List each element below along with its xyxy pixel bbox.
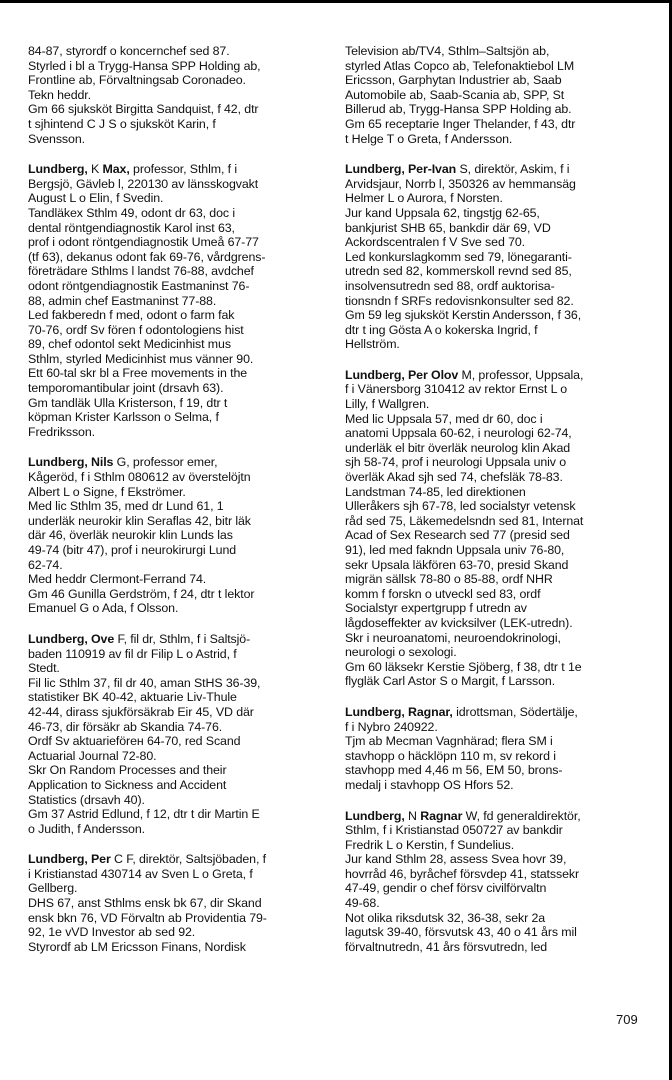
entry-text-line: Application to Sickness and Accident: [28, 777, 227, 792]
entry-text-line: Actuarial Journal 72-80.: [28, 748, 157, 763]
entry-heading-line: [345, 809, 650, 824]
entry-text-line: Arvidsjaur, Norrb l, 350326 av hemmansäg: [345, 176, 576, 191]
entry-text-line: baden 110919 av fil dr Filip L o Astrid, f: [28, 646, 237, 661]
initials: K: [87, 162, 103, 177]
entry-text-line: sekr Upsala läkfören 63-70, presid Skand: [345, 557, 569, 572]
entry-text-line: Gm 60 läksekr Kerstie Sjöberg, f 38, dtr t 1e: [345, 659, 582, 674]
entry-text-line: Svensson.: [28, 131, 85, 146]
entry-text-line: f i Nybro 240922.: [345, 719, 438, 734]
entry-text-line: migrän sällsk 78-80 o 85-88, ordf NHR: [345, 572, 553, 587]
entry-text-line: Frontline ab, Förvaltningsab Coronadeo.: [28, 73, 246, 88]
entry-text-line: 84-87, styrordf o koncernchef sed 87.: [28, 44, 230, 58]
heading-rest: W, fd generaldirektör,: [462, 808, 581, 823]
entry-text-line: Fil lic Sthlm 37, fil dr 40, aman StHS 36-39,: [28, 675, 261, 690]
surname: Lundberg,: [28, 852, 88, 867]
entry-text-line: 62-74.: [28, 557, 63, 572]
heading-rest: M, professor, Uppsala,: [458, 367, 584, 382]
entry-text-line: Lilly, f Wallgren.: [345, 397, 430, 412]
entry-text-line: medalj i stavhopp OS Hfors 52.: [345, 777, 514, 792]
entry-heading-line: [345, 162, 650, 177]
entry-text-line: Gm tandläk Ulla Kristerson, f 19, dtr t: [28, 395, 228, 410]
entry-text-line: Albert L o Signe, f Ekströmer.: [28, 484, 186, 499]
surname: Lundberg,: [345, 162, 405, 177]
heading-rest: C F, direktör, Saltsjöbaden, f: [110, 852, 267, 867]
given-name: Nils: [91, 455, 114, 470]
entry-text-line: Statistics (drsavh 40).: [28, 792, 145, 807]
given-name: Ove: [91, 631, 115, 646]
entry-text-line: dental röntgendiagnostik Karol inst 63,: [28, 220, 235, 235]
entry-heading-line: [28, 455, 328, 470]
entry-text-line: Not olika riksdutsk 32, 36-38, sekr 2a: [345, 910, 546, 925]
entry-text-line: Sthlm, f i Kristianstad 050727 av bankdir: [345, 823, 563, 838]
entry-text-line: stavhopp o häcklöpn 110 m, sv rekord i: [345, 748, 556, 763]
entry-text-line: Led konkurslagkomm sed 79, lönegaranti-: [345, 249, 572, 264]
surname: Lundberg,: [345, 704, 405, 719]
entry-text-line: Socialstyr expertgrupp f utredn av: [345, 601, 527, 616]
entry-text-line: f i Vänersborg 310412 av rektor Ernst L o: [345, 382, 568, 397]
entry-text-line: Tandläkex Sthlm 49, odont dr 63, doc i: [28, 205, 235, 220]
entry-text-line: ensk bkn 76, VD Förvaltn ab Providentia 79-: [28, 910, 267, 925]
entry-text-line: överläk Akad sjh sed 74, chefsläk 78-83.: [345, 470, 563, 485]
entry-text-line: Ett 60-tal skr bl a Free movements in the: [28, 366, 248, 381]
entry-text-line: sjh 58-74, prof i neurologi Uppsala univ o: [345, 455, 567, 470]
surname: Lundberg,: [28, 162, 88, 177]
entry-text-line: Landstman 74-85, led direktionen: [345, 484, 526, 499]
entry-text-line: August L o Elin, f Svedin.: [28, 191, 164, 206]
surname: Lundberg,: [28, 631, 88, 646]
entry-text-line: underläk neurokir klin Seraflas 42, bitr läk: [28, 513, 251, 528]
heading-rest: idrottsman, Södertälje,: [452, 704, 578, 719]
entry-text-line: lagutsk 39-40, försvutsk 43, 40 o 41 års mil: [345, 925, 577, 940]
entry-text-line: Television ab/TV4, Sthlm–Saltsjön ab,: [345, 44, 550, 58]
page-number: 709: [616, 1012, 638, 1027]
entry-text-line: Med lic Sthlm 35, med dr Lund 61, 1: [28, 499, 224, 514]
entry-text-line: Ordf Sv aktuarieförен 64-70, red Scand: [28, 734, 241, 749]
entry-text-line: temporomantibular joint (drsavh 63).: [28, 381, 224, 396]
entry-text-line: Gm 59 leg sjuksköt Kerstin Andersson, f 36,: [345, 308, 582, 323]
biography-entry: [345, 162, 650, 352]
biography-entry: [345, 368, 650, 689]
entry-text-line: utredn sed 82, kommerskoll revnd sed 85,: [345, 264, 572, 279]
biography-entry: [28, 852, 328, 954]
given-name: Per Olov: [408, 367, 459, 382]
entry-text-line: i Kristianstad 430714 av Sven L o Greta, f: [28, 866, 253, 881]
given-name: Max,: [102, 162, 130, 177]
given-name: Ragnar,: [408, 704, 453, 719]
biography-entry: [28, 632, 328, 836]
surname: Lundberg,: [345, 367, 405, 382]
entry-text-line: Automobile ab, Saab-Scania ab, SPP, St: [345, 87, 565, 102]
entry-text-line: Jur kand Sthlm 28, assess Svea hovr 39,: [345, 852, 567, 867]
entry-text-line: flygläk Carl Astor S o Margit, f Larsson.: [345, 674, 556, 689]
heading-rest: professor, Sthlm, f i: [129, 162, 237, 177]
biography-entry: [28, 455, 328, 616]
entry-heading-line: [345, 368, 650, 383]
entry-text-line: (tf 63), dekanus odont fak 69-76, vårdgrens-: [28, 249, 266, 264]
heading-rest: F, fil dr, Sthlm, f i Saltsjö-: [114, 631, 251, 646]
entry-text-line: råd sed 75, Läkemedelsndn sed 81, Internat: [345, 513, 584, 528]
biography-entry: [345, 809, 650, 955]
entry-text-line: styrled Atlas Copco ab, Telefonaktiebol LM: [345, 58, 575, 73]
entry-text-line: köpman Krister Karlsson o Selma, f: [28, 410, 219, 425]
entry-text-line: Med heddr Clermont-Ferrand 74.: [28, 572, 207, 587]
entry-text-line: Bergsjö, Gävleb l, 220130 av länsskogvakt: [28, 176, 259, 191]
entry-text-line: Tekn heddr.: [28, 87, 91, 102]
biography-entry: [345, 44, 650, 146]
entry-text-line: Emanuel G o Ada, f Olsson.: [28, 601, 179, 616]
entry-text-line: Sthlm, styrled Medicinhist mus vänner 90.: [28, 351, 254, 366]
entry-text-line: bankjurist SHB 65, bankdir där 69, VD: [345, 220, 551, 235]
entry-text-line: DHS 67, anst Sthlms ensk bk 67, dir Skand: [28, 896, 262, 911]
entry-text-line: 89, chef odontol sekt Medicinhist mus: [28, 337, 231, 352]
entry-text-line: underläk el bitr överläk neurolog klin Akad: [345, 440, 571, 455]
entry-text-line: lågdoseffekter av kvicksilver (LEK-utredn).: [345, 615, 573, 630]
entry-text-line: Ericsson, Garphytan Industrier ab, Saab: [345, 73, 562, 88]
entry-text-line: företrädare Sthlms l landst 76-88, avdchef: [28, 264, 254, 279]
entry-text-line: prof i odont röntgendiagnostik Umeå 67-77: [28, 235, 259, 250]
entry-text-line: t sjhintend C J S o sjuksköt Karin, f: [28, 116, 216, 131]
entry-text-line: Kågeröd, f i Sthlm 080612 av överstelöjtn: [28, 470, 251, 485]
entry-text-line: Styrordf ab LM Ericsson Finans, Nordisk: [28, 939, 246, 954]
biography-entry: [345, 705, 650, 793]
page-frame-top: [0, 0, 672, 3]
initials: N: [404, 808, 421, 823]
entry-heading-line: [28, 162, 328, 177]
entry-text-line: t Helge T o Greta, f Andersson.: [345, 131, 513, 146]
entry-text-line: Med lic Uppsala 57, med dr 60, doc i: [345, 411, 543, 426]
entry-text-line: förvaltnutredn, 41 års försvutredn, led: [345, 939, 548, 954]
entry-text-line: Ackordscentralen f V Sve sed 70.: [345, 235, 526, 250]
biography-entry: [28, 44, 328, 146]
entry-text-line: insolvensutredn sed 88, ordf auktorisa-: [345, 278, 555, 293]
entry-text-line: Gm 46 Gunilla Gerdström, f 24, dtr t lektor: [28, 586, 255, 601]
entry-text-line: Acad of Sex Research sed 77 (presid sed: [345, 528, 570, 543]
entry-heading-line: [345, 705, 650, 720]
given-name: Ragnar: [420, 808, 463, 823]
entry-text-line: 46-73, dir försäkr ab Skandia 74-76.: [28, 719, 223, 734]
given-name: Per: [91, 852, 111, 867]
entry-text-line: Gellberg.: [28, 881, 78, 896]
surname: Lundberg,: [28, 455, 88, 470]
entry-text-line: Skr On Random Processes and their: [28, 763, 227, 778]
entry-text-line: Tjm ab Mecman Vagnhärad; flera SM i: [345, 734, 553, 749]
entry-text-line: Helmer L o Aurora, f Norsten.: [345, 191, 503, 206]
given-name: Per-Ivan: [408, 162, 457, 177]
entry-text-line: stavhopp med 4,46 m 56, EM 50, brons-: [345, 763, 563, 778]
entry-text-line: Stedt.: [28, 661, 60, 676]
entry-text-line: Gm 37 Astrid Edlund, f 12, dtr t dir Martin E: [28, 807, 260, 822]
entry-text-line: Ulleråkers sjh 67-78, led socialstyr vetensk: [345, 499, 576, 514]
entry-text-line: 49-68.: [345, 896, 380, 911]
entry-text-line: hovrråd 46, byråchef försvdep 41, statssekr: [345, 866, 579, 881]
entry-text-line: odont röntgendiagnostik Eastmaninst 76-: [28, 278, 250, 293]
entry-text-line: Hellström.: [345, 337, 400, 352]
entry-text-line: 47-49, gendir o chef försv civilförvaltn: [345, 881, 547, 896]
entry-text-line: Skr i neuroanatomi, neuroendokrinologi,: [345, 630, 561, 645]
surname: Lundberg,: [345, 808, 405, 823]
entry-text-line: 42-44, dirass sjukförsäkrab Eir 45, VD där: [28, 704, 254, 719]
entry-text-line: där 46, överläk neurokir klin Lunds las: [28, 528, 233, 543]
entry-text-line: neurologi o sexologi.: [345, 645, 457, 660]
heading-rest: G, professor emer,: [113, 455, 218, 470]
entry-text-line: anatomi Uppsala 60-62, i neurologi 62-74,: [345, 426, 572, 441]
entry-text-line: Led fakberedn f med, odont o farm fak: [28, 308, 235, 323]
entry-text-line: Jur kand Uppsala 62, tingstjg 62-65,: [345, 205, 540, 220]
entry-text-line: Billerud ab, Trygg-Hansa SPP Holding ab.: [345, 102, 572, 117]
entry-text-line: Gm 65 receptarie Inger Thelander, f 43, dtr: [345, 116, 576, 131]
entry-text-line: tionsndn f SRFs redovisnkonsulter sed 82.: [345, 293, 574, 308]
entry-text-line: o Judith, f Andersson.: [28, 821, 145, 836]
entry-text-line: Styrled i bl a Trygg-Hansa SPP Holding ab,: [28, 58, 261, 73]
entry-text-line: 70-76, ordf Sv fören f odontologiens hist: [28, 322, 244, 337]
entry-text-line: Fredriksson.: [28, 424, 95, 439]
heading-rest: S, direktör, Askim, f i: [456, 162, 570, 177]
entry-text-line: 92, 1e vVD Investor ab sed 92.: [28, 925, 196, 940]
entry-text-line: Fredrik L o Kerstin, f Sundelius.: [345, 837, 515, 852]
entry-text-line: 49-74 (bitr 47), prof i neurokirurgi Lund: [28, 543, 237, 557]
right-column: [345, 44, 650, 970]
biography-entry: [28, 162, 328, 439]
entry-heading-line: [28, 852, 328, 867]
entry-heading-line: [28, 632, 328, 647]
entry-text-line: komm f forskn o utveckl sed 83, ordf: [345, 586, 541, 601]
entry-text-line: 88, admin chef Eastmaninst 77-88.: [28, 293, 217, 308]
entry-text-line: Gm 66 sjuksköt Birgitta Sandquist, f 42, dtr: [28, 102, 259, 117]
entry-text-line: statistiker BK 40-42, aktuarie Liv-Thule: [28, 690, 237, 705]
entry-text-line: 91), led med fakndn Uppsala univ 76-80,: [345, 543, 565, 557]
entry-text-line: dtr t ing Gösta A o kokerska Ingrid, f: [345, 322, 538, 337]
left-column: [28, 44, 328, 970]
